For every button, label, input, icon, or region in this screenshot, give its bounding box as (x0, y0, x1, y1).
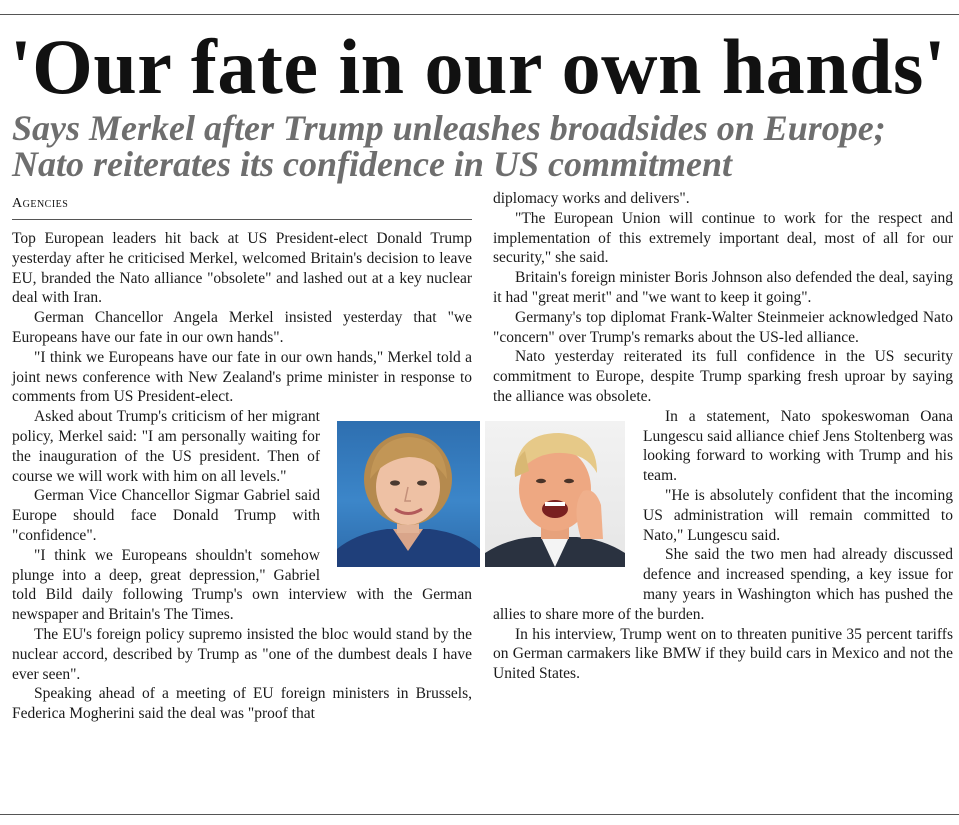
subheadline: Says Merkel after Trump unleashes broadsides on Europe; Nato reiterates its confidence in US commitment (12, 108, 886, 184)
paragraph: Asked about Trump's criticism of her migrant policy, Merkel said: "I am personally waiting for the inauguration of the US president. Then of course we will work with him on all levels." (12, 408, 320, 485)
byline: Agencies (12, 196, 69, 211)
paragraph: diplomacy works and delivers". (493, 190, 690, 207)
paragraph: "The European Union will continue to work for the respect and implementation of this extremely important deal, most of all for our security," she said. (493, 209, 953, 267)
paragraph: Britain's foreign minister Boris Johnson also defended the deal, saying it had "great merit" and "we want to keep it going". (493, 269, 953, 306)
paragraph: In his interview, Trump went on to threaten punitive 35 percent tariffs on German carmakers like BMW if they build cars in Mexico and not the United States. (493, 625, 953, 683)
paragraph: Nato yesterday reiterated its full confidence in the US security commitment to Europe, despite Trump sparking fresh uproar by saying the alliance was obsolete. (493, 348, 953, 405)
paragraph: German Vice Chancellor Sigmar Gabriel said Europe should face Donald Trump with "confidence". (12, 487, 320, 544)
paragraph: Speaking ahead of a meeting of EU foreign ministers in Brussels, Federica Mogherini said the deal was "proof that (12, 685, 472, 723)
paragraph: Top European leaders hit back at US President-elect Donald Trump yesterday after he criticised Merkel, welcomed Britain's decision to leave EU, branded the Nato alliance "obsolete" and lashed out at a key nuclear deal with Iran. (12, 230, 472, 307)
merkel-photo (337, 421, 480, 567)
bottom-rule (0, 814, 959, 815)
paragraph: The EU's foreign policy supremo insisted the bloc would stand by the nuclear accord, described by Trump as "one of the dumbest deals I have ever seen". (12, 625, 472, 683)
paragraph: "I think we Europeans have our fate in our own hands," Merkel told a joint news conference with New Zealand's prime minister in response to comments from US President-elect. (12, 348, 472, 406)
paragraph: In a statement, Nato spokeswoman Oana Lungescu said alliance chief Jens Stoltenberg was looking forward to working with Trump and his team. (643, 407, 953, 485)
byline-rule (12, 219, 472, 220)
top-rule (0, 14, 959, 15)
trump-photo (485, 421, 625, 567)
paragraph: She said the two men had already discussed defence and increased spending, a key issue for many years in Washington which has pushed the allies to share more of the burden. (493, 546, 953, 623)
merkel-portrait-icon (337, 421, 480, 567)
paragraph: "I think we Europeans shouldn't somehow plunge into a deep, great depression," Gabriel told Bild daily following Trump's own interview with the German newspaper and Britain's The Times. (12, 546, 472, 624)
headline: 'Our fate in our own hands' (10, 23, 947, 110)
paragraph: "He is absolutely confident that the incoming US administration will remain committed to Nato," Lungescu said. (643, 486, 953, 544)
paragraph: German Chancellor Angela Merkel insisted yesterday that "we Europeans have our fate in our own hands". (12, 309, 472, 346)
paragraph: Germany's top diplomat Frank-Walter Steinmeier acknowledged Nato "concern" over Trump's remarks about the US-led alliance. (493, 308, 953, 346)
trump-portrait-icon (485, 421, 625, 567)
